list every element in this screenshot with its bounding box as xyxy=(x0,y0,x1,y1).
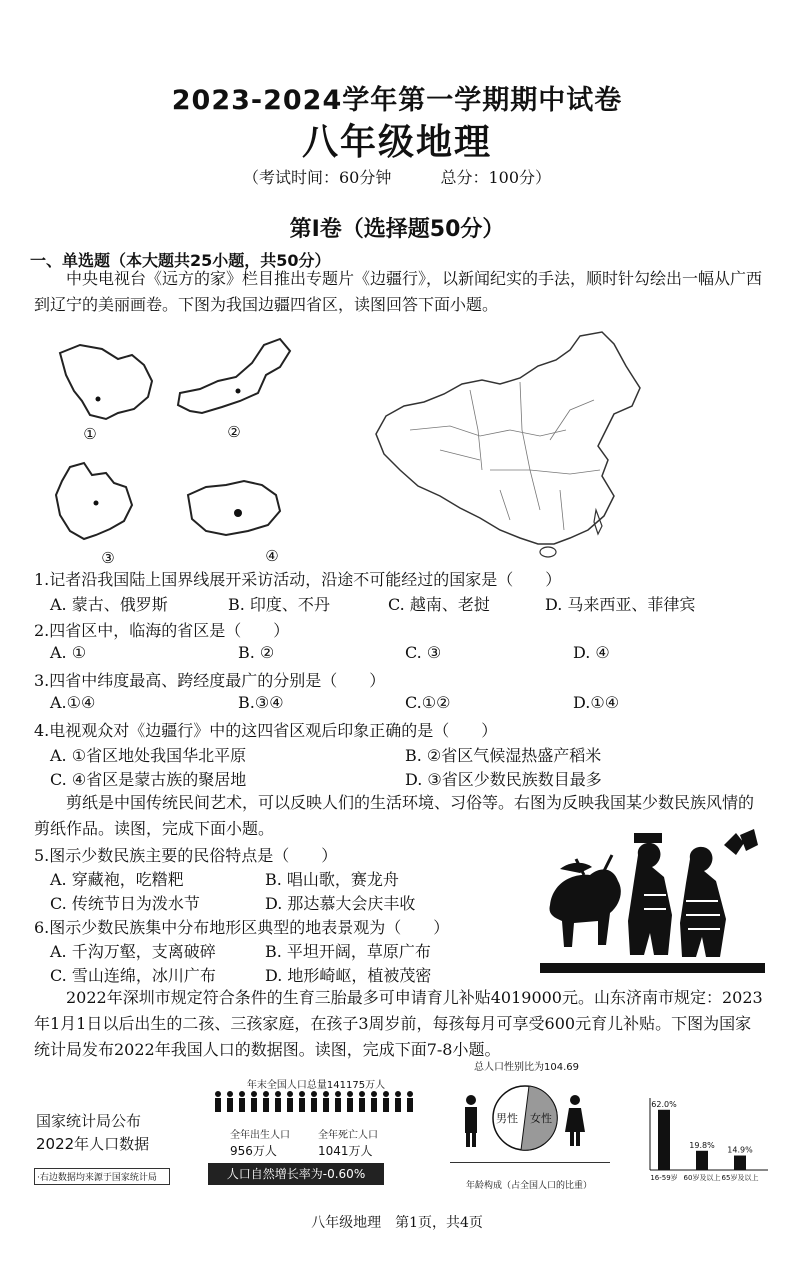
subject-title: 八年级地理 xyxy=(301,122,492,163)
birth-label: 全年出生人口 xyxy=(230,1130,290,1141)
map-label-3: ③ xyxy=(101,549,115,567)
bar-1 xyxy=(696,1151,708,1170)
category-label-1: 60岁及以上 xyxy=(683,1174,721,1182)
province-outlines-figure xyxy=(40,335,340,567)
man-icon xyxy=(465,1095,477,1147)
q5-option-c[interactable]: C. 传统节日为泼水节 xyxy=(50,894,200,913)
q3-option-d[interactable]: D.①④ xyxy=(573,693,620,712)
q6-option-b[interactable]: B. 平坦开阔，草原广布 xyxy=(265,942,431,961)
page-footer: 八年级地理 第1页，共4页 xyxy=(311,1215,483,1231)
q4-option-c[interactable]: C. ④省区是蒙古族的聚居地 xyxy=(50,770,247,789)
section-heading: 一、单选题（本大题共25小题，共50分） xyxy=(30,251,331,270)
exam-total: 总分：100分） xyxy=(440,168,551,187)
q4-option-a[interactable]: A. ①省区地处我国华北平原 xyxy=(50,746,247,765)
death-value: 1041万人 xyxy=(318,1144,373,1158)
category-label-0: 16-59岁 xyxy=(650,1174,678,1182)
bar-2 xyxy=(734,1156,746,1170)
q3-option-c[interactable]: C.①② xyxy=(405,693,451,712)
growth-rate-banner: 人口自然增长率为-0.60% xyxy=(208,1163,384,1185)
map-label-4: ④ xyxy=(265,547,279,565)
question-1-stem: 1.记者沿我国陆上国界线展开采访活动，沿途不可能经过的国家是（ ） xyxy=(34,570,562,589)
exam-time: （考试时间：60分钟 xyxy=(242,168,392,187)
death-label: 全年死亡人口 xyxy=(318,1130,378,1141)
map-label-2: ② xyxy=(227,423,241,441)
q3-option-a[interactable]: A.①④ xyxy=(50,693,96,712)
sex-ratio-figure xyxy=(455,1080,595,1160)
q5-option-d[interactable]: D. 那达慕大会庆丰收 xyxy=(265,894,416,913)
china-map-outline xyxy=(376,332,640,544)
q4-option-b[interactable]: B. ②省区气候湿热盛产稻米 xyxy=(405,746,602,765)
question-2-stem: 2.四省区中，临海的省区是（ ） xyxy=(34,621,290,640)
q1-option-b[interactable]: B. 印度、不丹 xyxy=(228,595,330,614)
bar-value-label-0: 62.0% xyxy=(651,1099,677,1109)
q5-option-b[interactable]: B. 唱山歌，赛龙舟 xyxy=(265,870,399,889)
info-title-2: 2022年人口数据 xyxy=(36,1135,150,1153)
q3-option-b[interactable]: B.③④ xyxy=(238,693,284,712)
paper-cut-figure xyxy=(540,825,765,973)
province-outline-3 xyxy=(56,463,132,539)
exam-info xyxy=(0,165,794,188)
question-5-stem: 5.图示少数民族主要的民俗特点是（ ） xyxy=(34,846,338,865)
woman-icon xyxy=(565,1095,585,1146)
sex-ratio-label: 总人口性别比为104.69 xyxy=(474,1062,579,1073)
exam-title: 2023-2024学年第一学期期中试卷 xyxy=(171,85,623,116)
q6-option-d[interactable]: D. 地形崎岖，植被茂密 xyxy=(265,966,432,985)
part-title: 第Ⅰ卷（选择题50分） xyxy=(289,217,505,242)
q1-option-c[interactable]: C. 越南、老挝 xyxy=(388,595,490,614)
q5-option-a[interactable]: A. 穿藏袍，吃糌粑 xyxy=(50,870,184,889)
q1-option-a[interactable]: A. 蒙古、俄罗斯 xyxy=(50,595,168,614)
q2-option-a[interactable]: A. ① xyxy=(50,643,87,662)
bar-0 xyxy=(658,1110,670,1170)
sex-ratio-divider xyxy=(450,1162,610,1163)
age-caption: 年龄构成（占全国人口的比重） xyxy=(466,1181,593,1191)
intro-paragraph-3: 2022年深圳市规定符合条件的生育三胎最多可申请育儿补贴4019000元。山东济南市规定：2023年1月1日以后出生的二孩、三孩家庭，在孩子3周岁前，每孩每月可享受600元育儿补贴。下图为国家统计局发布2022年我国人口的数据图。读图，完成下面7-8小题。 xyxy=(34,988,763,1059)
province-outline-2 xyxy=(178,339,290,413)
question-4-stem: 4.电视观众对《边疆行》中的这四省区观后印象正确的是（ ） xyxy=(34,721,498,740)
question-6-stem: 6.图示少数民族集中分布地形区典型的地表景观为（ ） xyxy=(34,918,450,937)
q6-option-c[interactable]: C. 雪山连绵，冰川广布 xyxy=(50,966,216,985)
bar-value-label-2: 14.9% xyxy=(727,1145,753,1155)
q6-option-a[interactable]: A. 千沟万壑，支离破碎 xyxy=(50,942,216,961)
intro-paragraph-2: 剪纸是中国传统民间艺术，可以反映人们的生活环境、习俗等。右图为反映我国某少数民族风情的剪纸作品。读图，完成下面小题。 xyxy=(34,793,755,838)
info-title-1: 国家统计局公布 xyxy=(36,1112,142,1130)
question-3-stem: 3.四省中纬度最高、跨经度最广的分别是（ ） xyxy=(34,671,386,690)
female-label: 女性 xyxy=(530,1112,552,1125)
province-outline-4 xyxy=(188,481,280,535)
q4-option-d[interactable]: D. ③省区少数民族数目最多 xyxy=(405,770,602,789)
q2-option-b[interactable]: B. ② xyxy=(238,643,275,662)
q2-option-c[interactable]: C. ③ xyxy=(405,643,442,662)
total-population-label: 年末全国人口总量141175万人 xyxy=(246,1080,386,1091)
province-outline-1 xyxy=(60,345,152,419)
bar-value-label-1: 19.8% xyxy=(689,1140,715,1150)
map-label-1: ① xyxy=(83,425,97,443)
category-label-2: 65岁及以上 xyxy=(721,1174,759,1182)
birth-value: 956万人 xyxy=(230,1144,277,1158)
q1-option-d[interactable]: D. 马来西亚、菲律宾 xyxy=(545,595,696,614)
people-icons xyxy=(215,1091,413,1112)
info-source-note: ·右边数据均来源于国家统计局 xyxy=(34,1168,170,1185)
intro-paragraph-1: 中央电视台《远方的家》栏目推出专题片《边疆行》，以新闻纪实的手法，顺时针勾绘出一幅从广西到辽宁的美丽画卷。下图为我国边疆四省区，读图回答下面小题。 xyxy=(34,269,763,314)
male-label: 男性 xyxy=(496,1112,518,1125)
age-structure-chart xyxy=(640,1092,770,1188)
people-icon-row xyxy=(212,1090,422,1114)
q2-option-d[interactable]: D. ④ xyxy=(573,643,610,662)
china-map-figure xyxy=(370,330,645,560)
